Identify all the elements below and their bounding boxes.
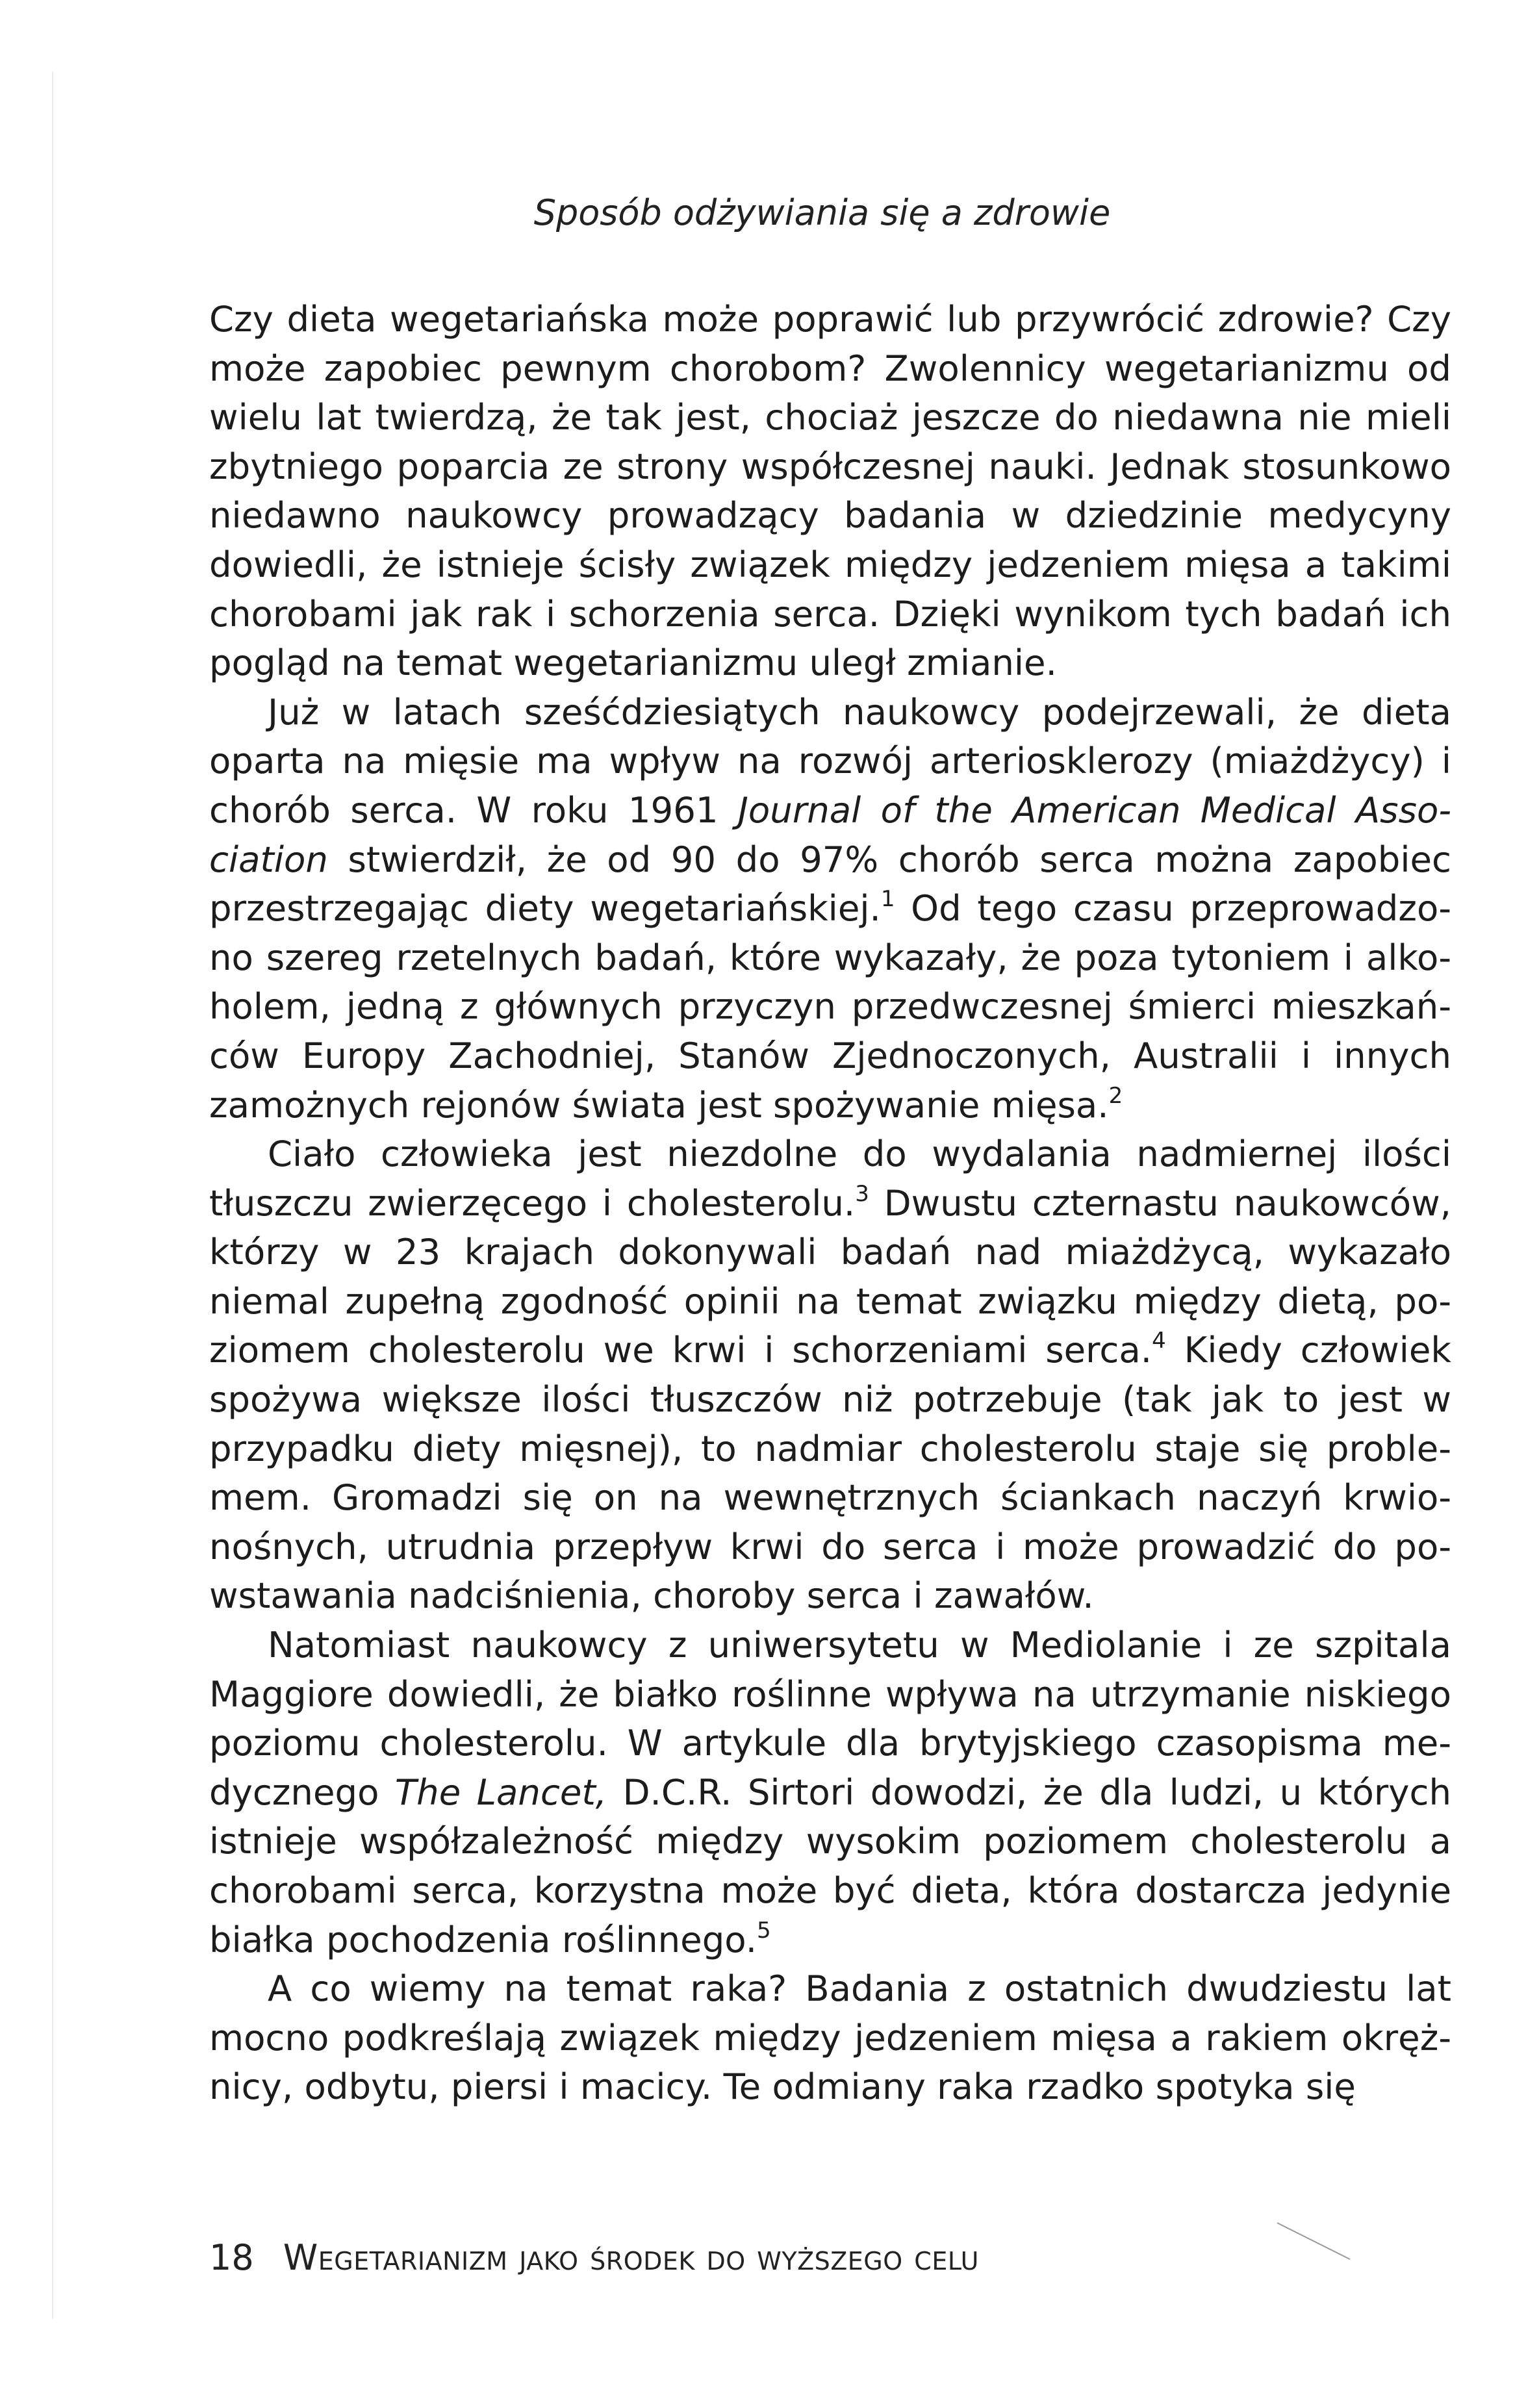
text-run: Już w latach sześćdziesiątych naukowcy podejrzewali, że dieta oparta na mięsie ma wpływ na rozwój arteriosklerozy (miażdżycy) i chorób serca. W roku 1961 bbox=[209, 691, 1451, 831]
paragraph bbox=[209, 1621, 1451, 1964]
footnote-ref: 5 bbox=[757, 1917, 771, 1944]
footnote-ref: 4 bbox=[1152, 1328, 1166, 1354]
running-head: Sposób odżywiania się a zdrowie bbox=[533, 192, 1111, 233]
italic-title: Journal of the American Medical Association bbox=[209, 789, 1451, 880]
paragraph bbox=[209, 1130, 1451, 1621]
text-run: Ciało człowieka jest niezdolne do wydalania nadmiernej ilości tłuszczu zwierzęcego i cholesterolu. bbox=[209, 1133, 1451, 1224]
text-run: D.C.R. Sirtori dowodzi, że dla ludzi, u których istnieje współzależność między wysokim poziomem cholesterolu a chorobami serca, korzystna może być dieta, która dostarcza jedynie białka pochodzenia roślinnego. bbox=[209, 1771, 1451, 1960]
text-run: Dwustu czternastu naukowców, którzy w 23 krajach dokonywali badań nad miażdżycą, wykazało niemal zupełną zgodność opinii na temat związku między dietą, poziomem cholesterolu we krwi i schorzeniami serca. bbox=[209, 1182, 1451, 1371]
text-run: Natomiast naukowcy z uniwersytetu w Mediolanie i ze szpitala Maggiore dowiedli, że białko roślinne wpływa na utrzymanie niskiego poziomu cholesterolu. W artykule dla brytyjskiego czasopisma medycznego bbox=[209, 1624, 1451, 1813]
paragraph bbox=[209, 1964, 1451, 2112]
footnote-ref: 3 bbox=[855, 1180, 869, 1207]
body-text bbox=[209, 295, 1451, 2112]
footnote-ref: 1 bbox=[880, 886, 895, 913]
footnote-ref: 2 bbox=[1108, 1082, 1123, 1109]
italic-title: The Lancet, bbox=[394, 1771, 607, 1813]
text-run: stwierdził, że od 90 do 97% chorób serca można zapobiec przestrzegając diety wegetariańskiej. bbox=[209, 838, 1451, 930]
text-run: Od tego czasu przeprowadzono szereg rzetelnych badań, które wykazały, że poza tytoniem i alkoholem, jedną z głównych przyczyn przedwczesnej śmierci mieszkańców Europy Zachodniej, Stanów Zjednoczonych, Australii i innych zamożnych rejonów świata jest spożywanie mięsa. bbox=[209, 887, 1451, 1126]
text-run: A co wiemy na temat raka? Badania z ostatnich dwudziestu lat mocno podkreślają związek między jedzeniem mięsa a rakiem okrężnicy, odbytu, piersi i macicy. Te odmiany raka rzadko spotyka się bbox=[209, 1968, 1451, 2108]
page-footer bbox=[209, 2235, 1314, 2281]
paragraph bbox=[209, 688, 1451, 1130]
page-number: 18 bbox=[209, 2237, 254, 2278]
text-run: Czy dieta wegetariańska może poprawić lub przywrócić zdrowie? Czy może zapobiec pewnym chorobom? Zwolennicy wegetarianizmu od wielu lat twierdzą, że tak jest, chociaż jeszcze do niedawna nie mieli zbytniego poparcia ze strony współczesnej nauki. Jednak stosunkowo niedawno naukowcy prowadzący badania w dziedzinie medycyny dowiedli, że istnieje ścisły związek między jedzeniem mięsa a takimi chorobami jak rak i schorzenia serca. Dzięki wynikom tych badań ich pogląd na temat wegetarianizmu uległ zmianie. bbox=[209, 298, 1451, 684]
text-run: Kiedy człowiek spożywa większe ilości tłuszczów niż potrzebuje (tak jak to jest w przypadku diety mięsnej), to nadmiar cholesterolu staje się problemem. Gromadzi się on na wewnętrznych ściankach naczyń krwionośnych, utrudnia przepływ krwi do serca i może prowadzić do powstawania nadciśnienia, choroby serca i zawałów. bbox=[209, 1329, 1451, 1617]
book-title: Wegetarianizm jako środek do wyższego celu bbox=[283, 2237, 979, 2278]
stray-pencil-mark bbox=[1275, 2219, 1353, 2264]
page-edge-shadow bbox=[52, 71, 53, 2319]
paragraph bbox=[209, 295, 1451, 688]
